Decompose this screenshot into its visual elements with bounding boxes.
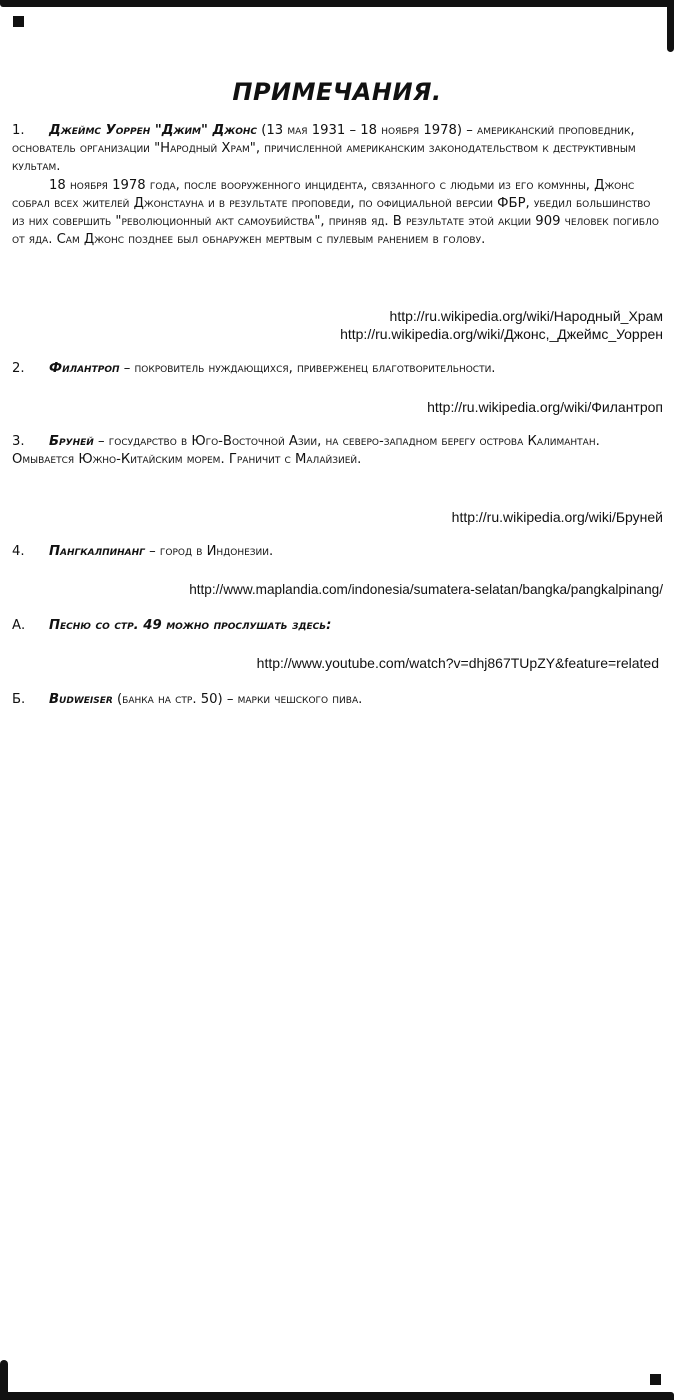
note-4 bbox=[12, 543, 660, 561]
note-term: Джеймс Уоррен "Джим" Джонс bbox=[49, 123, 258, 138]
note-1 bbox=[12, 122, 660, 249]
note-a-link[interactable]: http://www.youtube.com/watch?v=dhj867TUpZY&feature=related bbox=[256, 655, 659, 671]
note-1-link-2[interactable]: http://ru.wikipedia.org/wiki/Джонс,_Джеймс_Уоррен bbox=[340, 326, 663, 342]
frame-right-border bbox=[667, 0, 674, 52]
note-1-link-1[interactable]: http://ru.wikipedia.org/wiki/Народный_Храм bbox=[389, 308, 663, 324]
note-text: – город в Индонезии. bbox=[149, 544, 274, 559]
note-number: 2. bbox=[12, 361, 25, 376]
frame-bottom-border bbox=[0, 1392, 674, 1400]
page-title: ПРИМЕЧАНИЯ. bbox=[232, 78, 442, 106]
note-number: А. bbox=[12, 618, 26, 633]
note-term: Бруней bbox=[49, 434, 94, 449]
note-2 bbox=[12, 360, 660, 378]
note-number: 3. bbox=[12, 434, 25, 449]
note-3 bbox=[12, 433, 660, 469]
frame-top-border bbox=[0, 0, 674, 7]
note-text: – покровитель нуждающихся, приверженец благотворительности. bbox=[123, 361, 496, 376]
note-4-link[interactable]: http://www.maplandia.com/indonesia/sumatera-selatan/bangka/pangkalpinang/ bbox=[189, 582, 663, 597]
note-term: Филантроп bbox=[49, 361, 120, 376]
note-2-link[interactable]: http://ru.wikipedia.org/wiki/Филантроп bbox=[427, 399, 663, 415]
frame-left-border bbox=[0, 1360, 8, 1400]
note-term: Песню со стр. 49 можно прослушать здесь: bbox=[49, 618, 332, 633]
note-text-continued: 18 ноября 1978 года, после вооруженного инцидента, связанного с людьми из его комунны, Джонс собрал всех жителей Джонстауна и в результате проповеди, по официальной версии ФБР, убедил большинство из них совершить "революционный акт самоубийства", приняв яд. В результате этой акции 909 человек погибло от яда. Сам Джонс позднее был обнаружен мертвым с пулевым ранением в голову. bbox=[12, 177, 659, 248]
note-term: Пангкалпинанг bbox=[49, 544, 145, 559]
note-number: 4. bbox=[12, 544, 25, 559]
note-b bbox=[12, 691, 660, 709]
corner-square-icon bbox=[13, 16, 24, 27]
corner-square-icon bbox=[650, 1374, 661, 1385]
note-a bbox=[12, 617, 660, 635]
note-text: (13 мая 1931 – 18 ноября 1978) – американский проповедник, основатель организации "Народный Храм", причисленной американским законодательством к деструктивным культам. bbox=[12, 123, 636, 175]
note-number: Б. bbox=[12, 692, 26, 707]
note-text: – государство в Юго-Восточной Азии, на северо-западном берегу острова Калимантан. Омывается Южно-Китайским морем. Граничит с Малайзией. bbox=[12, 434, 600, 468]
note-number: 1. bbox=[12, 123, 25, 138]
note-text: (банка на стр. 50) – марки чешского пива. bbox=[117, 692, 363, 707]
note-3-link[interactable]: http://ru.wikipedia.org/wiki/Бруней bbox=[451, 509, 663, 525]
note-term: Budweiser bbox=[49, 692, 113, 707]
